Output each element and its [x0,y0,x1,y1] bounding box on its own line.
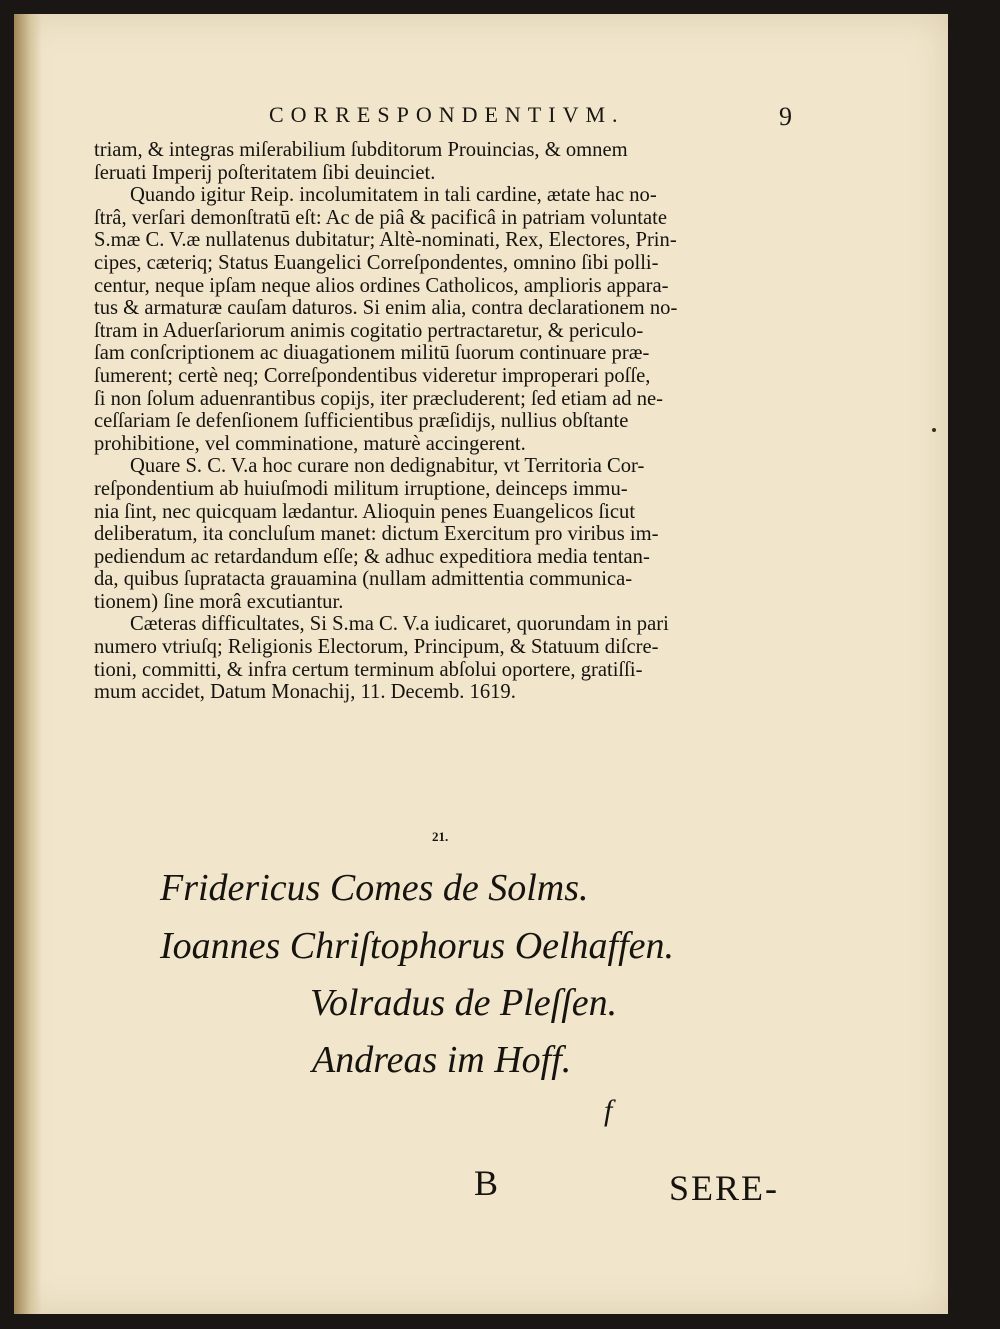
page-gutter [14,14,42,1314]
text-line: ceſſariam ſe defenſionem ſufficientibus præſidijs, nullius obſtante [94,410,629,433]
text-line: cipes, cæteriq; Status Euangelici Correſpondentes, omnino ſibi polli- [94,251,659,274]
text-line: Cæteras difficultates, Si S.ma C. V.a iudicaret, quorundam in pari [130,613,669,636]
date-fraction-denominator: 21. [432,829,449,844]
catchword: SERE- [669,1168,780,1208]
text-line: deliberatum, ita concluſum manet: dictum Exercitum pro viribus im- [94,523,659,546]
text-line: prohibitione, vel comminatione, maturè accingerent. [94,432,526,455]
text-line: centur, neque ipſam neque alios ordines Catholicos, amplioris appara- [94,274,669,297]
text-line: da, quibus ſupratacta grauamina (nullam admittentia communica- [94,568,633,591]
text-line: pediendum ac retardandum eſſe; & adhuc expeditiora media tentan- [94,545,650,568]
body-text [94,139,806,704]
signatory-4: Andreas im Hoff. [312,1039,572,1081]
text-line: ſtram in Aduerſariorum animis cogitatio pertractaretur, & periculo- [94,319,644,342]
text-line: ſeruati Imperij poſteritatem ſibi deuinciet. [94,161,436,184]
text-line: ſtrâ, verſari demonſtratū eſt: Ac de piâ & pacificâ in patriam voluntate [94,206,667,229]
text-line: reſpondentium ab huiuſmodi militum irruptione, deinceps immu- [94,477,628,500]
running-title: CORRESPONDENTIVM. [269,102,625,127]
ornament-mark: f [604,1094,613,1127]
paper-speck [932,428,936,432]
text-line: S.mæ C. V.æ nullatenus dubitatur; Altè-nominati, Rex, Electores, Prin- [94,229,677,252]
text-line: tionem) ſine morâ excutiantur. [94,590,344,613]
text-line: tioni, committi, & infra certum terminum abſolui oportere, gratiſſi- [94,658,643,681]
text-line: ſi non ſolum aduenrantibus copijs, iter præcluderent; ſed etiam ad ne- [94,387,664,410]
text-line: ſumerent; certè neq; Correſpondentibus videretur improperari poſſe, [94,364,651,387]
page-number: 9 [779,102,792,131]
text-line: Quare S. C. V.a hoc curare non dedignabitur, vt Territoria Cor- [130,455,645,478]
text-line: numero vtriuſq; Religionis Electorum, Principum, & Statuum diſcre- [94,636,659,659]
text-line: triam, & integras miſerabilium ſubditorum Prouincias, & omnem [94,139,628,161]
text-line: nia ſint, nec quicquam lædantur. Alioquin penes Euangelicos ſicut [94,500,636,523]
text-line: mum accidet, Datum Monachij, 11. Decemb. 1619. [94,681,516,704]
book-page [14,14,948,1314]
text-line: tus & armaturæ cauſam daturos. Si enim alia, contra declarationem no- [94,297,678,320]
signatory-3: Volradus de Pleſſen. [310,982,618,1024]
signatory-2: Ioannes Chriſtophorus Oelhaffen. [160,925,675,967]
text-line: ſam conſcriptionem ac diuagationem militū ſuorum continuare præ- [94,342,650,365]
text-line: Quando igitur Reip. incolumitatem in tali cardine, ætate hac no- [130,184,657,207]
signatory-1: Fridericus Comes de Solms. [160,867,589,909]
gathering-signature: B [474,1163,499,1203]
